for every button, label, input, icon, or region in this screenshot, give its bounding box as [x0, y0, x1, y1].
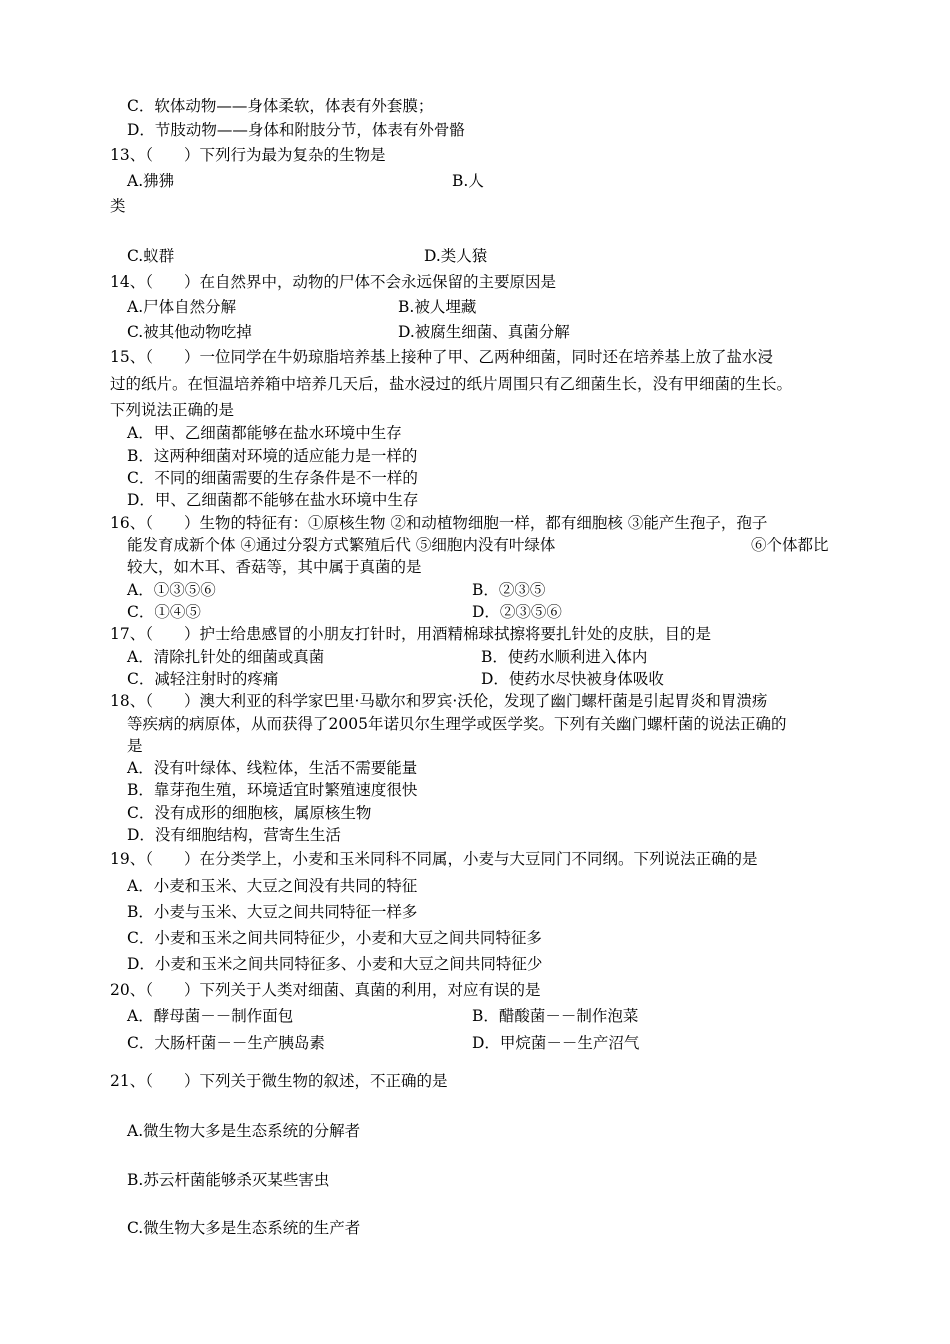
q15-stem-line2: 过的纸片。在恒温培养箱中培养几天后，盐水浸过的纸片周围只有乙细菌生长，没有甲细菌的生长。	[110, 375, 793, 393]
q20-option-c: C．大肠杆菌－－生产胰岛素	[127, 1034, 325, 1052]
q15-option-c: C．不同的细菌需要的生存条件是不一样的	[127, 469, 418, 487]
q16-option-a: A．①③⑤⑥	[127, 581, 216, 599]
q15-stem-line3: 下列说法正确的是	[110, 401, 235, 419]
q19-option-a: A．小麦和玉米、大豆之间没有共同的特征	[127, 877, 418, 895]
q16-option-c: C．①④⑤	[127, 603, 201, 621]
q19-option-b: B．小麦与玉米、大豆之间共同特征一样多	[127, 903, 418, 921]
q13-option-b: B.人	[452, 172, 484, 190]
q14-option-d: D.被腐生细菌、真菌分解	[398, 323, 570, 341]
q18-option-c: C．没有成形的细胞核，属原核生物	[127, 804, 372, 822]
q21-option-b: B.苏云杆菌能够杀灭某些害虫	[127, 1171, 330, 1189]
q15-option-d: D．甲、乙细菌都不能够在盐水环境中生存	[127, 491, 419, 509]
q16-option-d: D．②③⑤⑥	[472, 603, 562, 621]
q20-option-d: D．甲烷菌－－生产沼气	[472, 1034, 640, 1052]
q19-stem: 19、（ ）在分类学上，小麦和玉米同科不同属，小麦与大豆同门不同纲。下列说法正确的是	[110, 850, 758, 868]
q13-stem: 13、（ ）下列行为最为复杂的生物是	[110, 146, 386, 164]
q20-option-b: B．醋酸菌－－制作泡菜	[472, 1007, 639, 1025]
q21-option-a: A.微生物大多是生态系统的分解者	[127, 1122, 361, 1140]
q13-option-a: A.狒狒	[127, 172, 175, 190]
q12-option-d: D．节肢动物——身体和附肢分节，体表有外骨骼	[127, 121, 465, 139]
q13-option-b-wrap: 类	[110, 197, 126, 215]
q14-stem: 14、（ ）在自然界中，动物的尸体不会永远保留的主要原因是	[110, 273, 556, 291]
q21-stem: 21、（ ）下列关于微生物的叙述，不正确的是	[110, 1072, 448, 1090]
q18-stem-line3: 是	[127, 737, 143, 755]
q13-option-c: C.蚁群	[127, 247, 175, 265]
q17-stem: 17、（ ）护士给患感冒的小朋友打针时，用酒精棉球拭擦将要扎针处的皮肤，目的是	[110, 625, 711, 643]
q14-option-c: C.被其他动物吃掉	[127, 323, 252, 341]
q15-option-b: B．这两种细菌对环境的适应能力是一样的	[127, 447, 418, 465]
q18-option-a: A．没有叶绿体、线粒体，生活不需要能量	[127, 759, 418, 777]
q17-option-a: A．清除扎针处的细菌或真菌	[127, 648, 325, 666]
q14-option-a: A.尸体自然分解	[127, 298, 237, 316]
q17-option-c: C．减轻注射时的疼痛	[127, 670, 279, 688]
q17-option-b: B．使药水顺利进入体内	[481, 648, 648, 666]
q21-option-c: C.微生物大多是生态系统的生产者	[127, 1219, 361, 1237]
q18-option-d: D．没有细胞结构，营寄生生活	[127, 826, 341, 844]
q17-option-d: D．使药水尽快被身体吸收	[481, 670, 664, 688]
q16-option-b: B．②③⑤	[472, 581, 546, 599]
q19-option-d: D．小麦和玉米之间共同特征多、小麦和大豆之间共同特征少	[127, 955, 543, 973]
q20-option-a: A．酵母菌－－制作面包	[127, 1007, 294, 1025]
q16-stem-line2a: 能发育成新个体 ④通过分裂方式繁殖后代 ⑤细胞内没有叶绿体	[127, 536, 556, 554]
q16-stem-line2b: ⑥个体都比	[751, 536, 829, 554]
q13-option-d: D.类人猿	[424, 247, 488, 265]
q18-option-b: B．靠芽孢生殖，环境适宜时繁殖速度很快	[127, 781, 418, 799]
q14-option-b: B.被人埋藏	[398, 298, 477, 316]
q16-stem-line1: 16、（ ）生物的特征有：①原核生物 ②和动植物细胞一样，都有细胞核 ③能产生孢子，孢子	[110, 514, 768, 532]
q18-stem-line2: 等疾病的病原体，从而获得了2005年诺贝尔生理学或医学奖。下列有关幽门螺杆菌的说法正确的	[127, 715, 787, 733]
q15-stem-line1: 15、（ ）一位同学在牛奶琼脂培养基上接种了甲、乙两种细菌，同时还在培养基上放了盐水浸	[110, 348, 773, 366]
q19-option-c: C．小麦和玉米之间共同特征少，小麦和大豆之间共同特征多	[127, 929, 542, 947]
q16-stem-line3: 较大，如木耳、香菇等，其中属于真菌的是	[127, 558, 422, 576]
q18-stem-line1: 18、（ ）澳大利亚的科学家巴里·马歇尔和罗宾·沃伦，发现了幽门螺杆菌是引起胃炎和胃溃疡	[110, 692, 768, 710]
q20-stem: 20、（ ）下列关于人类对细菌、真菌的利用，对应有误的是	[110, 981, 541, 999]
q15-option-a: A．甲、乙细菌都能够在盐水环境中生存	[127, 424, 402, 442]
q12-option-c: C．软体动物——身体柔软，体表有外套膜；	[127, 97, 434, 115]
